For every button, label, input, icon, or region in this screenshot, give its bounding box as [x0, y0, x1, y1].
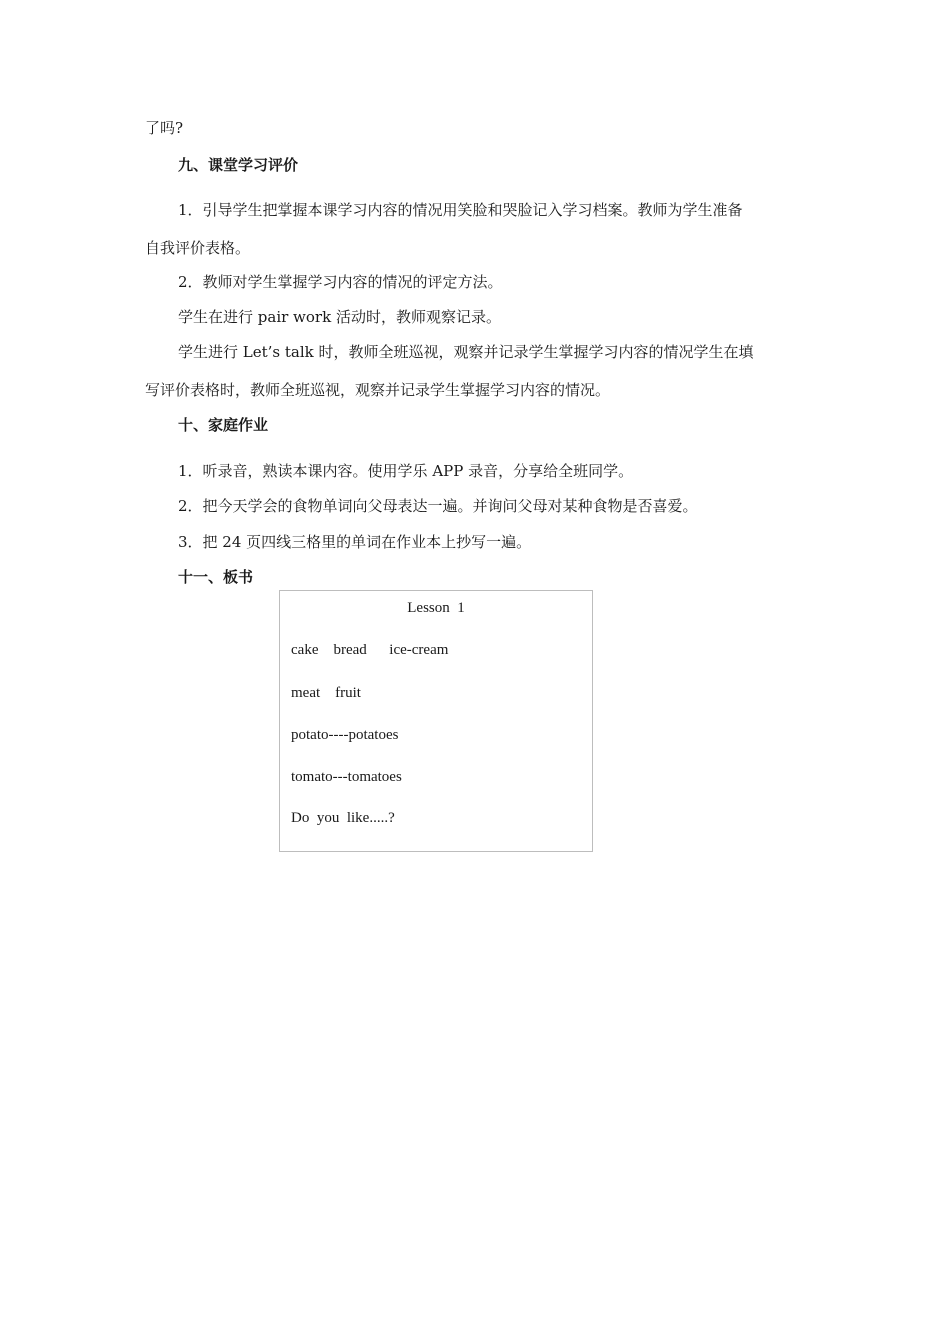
evaluation-lets-talk-line-2: 写评价表格时，教师全班巡视，观察并记录学生掌握学习内容的情况。	[145, 381, 611, 399]
homework-item-1: 1．听录音，熟读本课内容。使用学乐 APP 录音，分享给全班同学。	[178, 462, 634, 480]
blackboard-row-tomato-plural: tomato---tomatoes	[291, 769, 402, 785]
blackboard-title: Lesson 1	[407, 600, 465, 616]
blackboard-row-food-words-2: meat fruit	[291, 685, 361, 701]
section-heading-evaluation: 九、课堂学习评价	[178, 156, 299, 174]
evaluation-lets-talk-line-1: 学生进行 Let’s talk 时，教师全班巡视，观察并记录学生掌握学习内容的情况学生在填	[178, 343, 754, 361]
blackboard-row-sentence-pattern: Do you like.....?	[291, 810, 395, 826]
evaluation-item-1-line-2: 自我评价表格。	[145, 239, 251, 257]
evaluation-item-2: 2．教师对学生掌握学习内容的情况的评定方法。	[178, 273, 503, 291]
homework-item-3: 3．把 24 页四线三格里的单词在作业本上抄写一遍。	[178, 533, 532, 551]
evaluation-pair-work: 学生在进行 pair work 活动时，教师观察记录。	[178, 308, 501, 326]
homework-item-2: 2．把今天学会的食物单词向父母表达一遍。并询问父母对某种食物是否喜爱。	[178, 497, 698, 515]
blackboard-row-food-words-1: cake bread ice-cream	[291, 642, 449, 658]
section-heading-homework: 十、家庭作业	[178, 416, 269, 434]
evaluation-item-1-line-1: 1．引导学生把掌握本课学习内容的情况用笑脸和哭脸记入学习档案。教师为学生准备	[178, 201, 743, 219]
blackboard-row-potato-plural: potato----potatoes	[291, 727, 399, 743]
blackboard-box	[279, 590, 593, 852]
continuation-text: 了吗?	[145, 119, 184, 137]
section-heading-blackboard: 十一、板书	[178, 568, 254, 586]
